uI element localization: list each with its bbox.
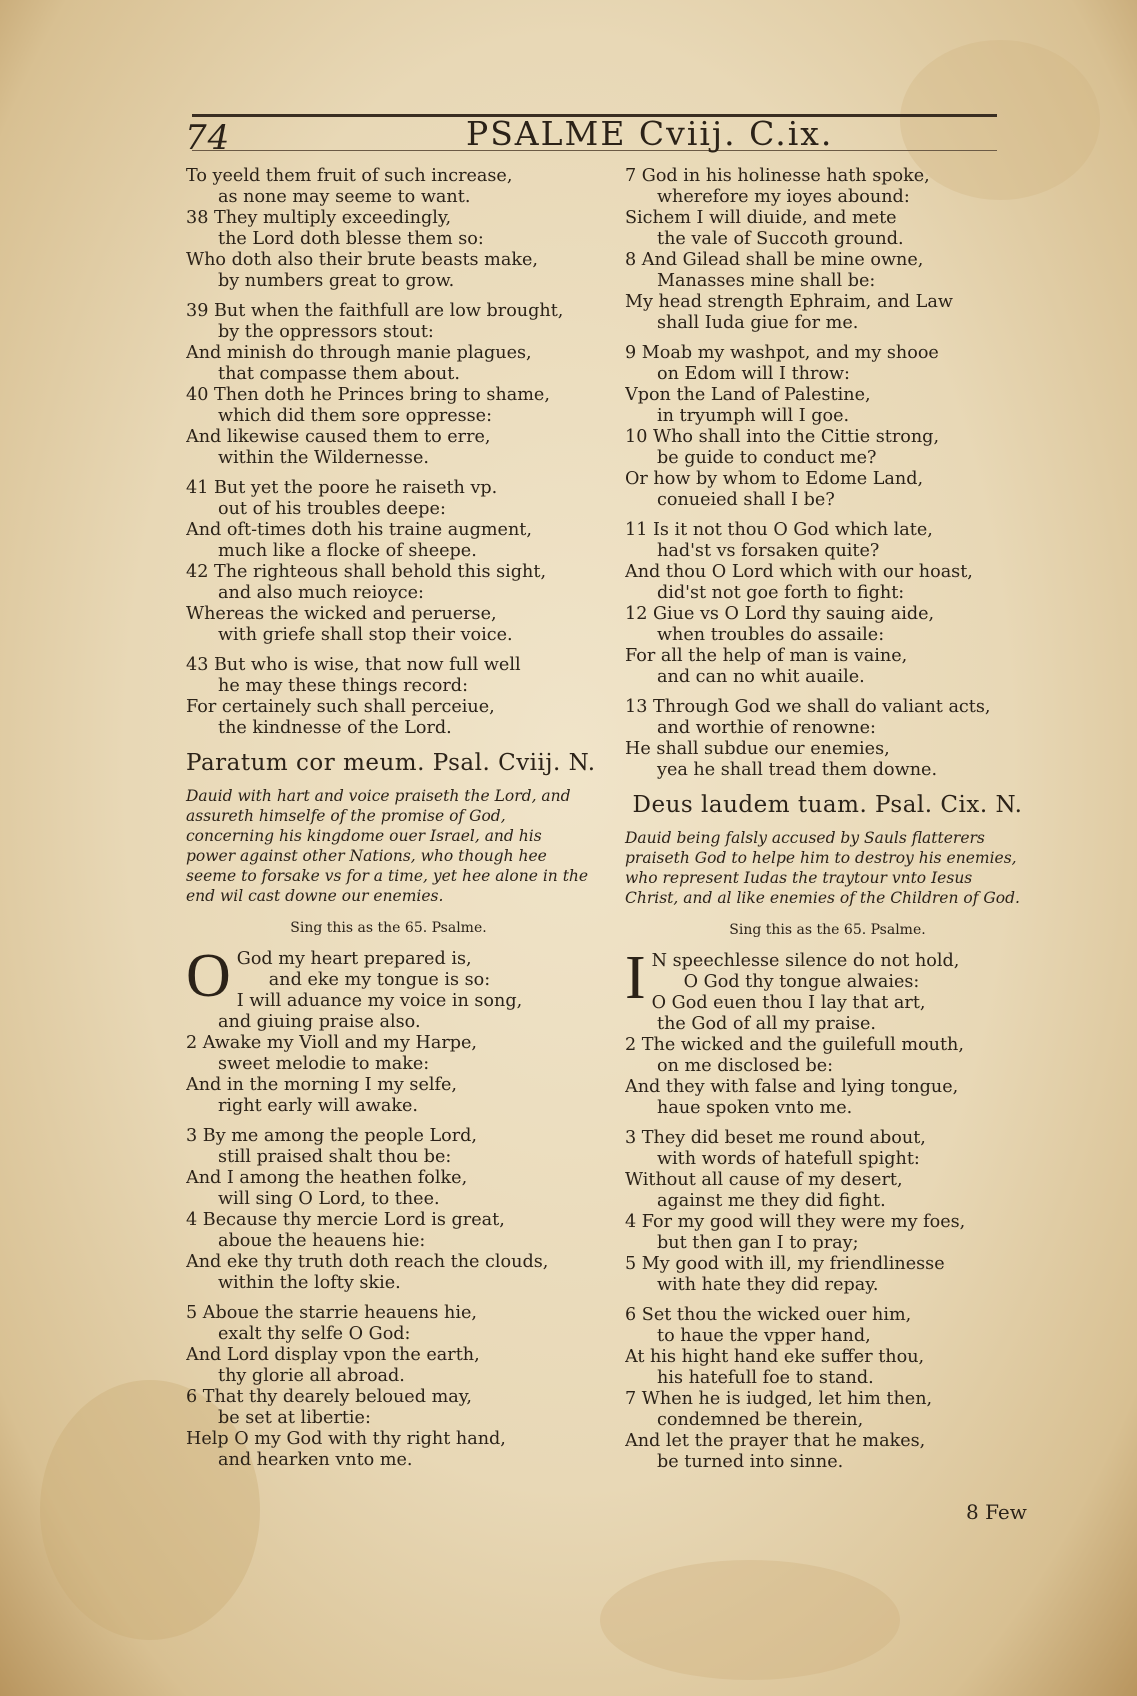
verse-line: 43 But who is wise, that now full well bbox=[186, 655, 521, 675]
verse-line: 7 God in his holinesse hath spoke, bbox=[625, 166, 930, 186]
drop-cap: I bbox=[625, 944, 646, 1012]
verse-line: 40 Then doth he Princes bring to shame, bbox=[186, 385, 550, 405]
verse-block bbox=[625, 1128, 1030, 1296]
verse-block bbox=[186, 478, 591, 646]
verse-line: be turned into sinne. bbox=[657, 1452, 844, 1472]
verse-line: Vpon the Land of Palestine, bbox=[625, 385, 871, 405]
left-column bbox=[186, 166, 596, 1471]
verse-block bbox=[625, 343, 1030, 511]
verse-line: 2 Awake my Violl and my Harpe, bbox=[186, 1033, 477, 1053]
catchword: 8 Few bbox=[966, 1500, 1027, 1524]
right-column bbox=[625, 166, 1030, 1473]
verse-line: haue spoken vnto me. bbox=[657, 1098, 853, 1118]
verse-line: 6 That thy dearely beloued may, bbox=[186, 1387, 472, 1407]
verse-line: For certainely such shall perceiue, bbox=[186, 697, 495, 717]
verse-line: 4 For my good will they were my foes, bbox=[625, 1212, 966, 1232]
verse-line: with words of hatefull spight: bbox=[657, 1149, 920, 1169]
verse-line: 5 Aboue the starrie heauens hie, bbox=[186, 1303, 478, 1323]
verse-line: and eke my tongue is so: bbox=[268, 970, 491, 990]
verse-line: And thou O Lord which with our hoast, bbox=[625, 562, 973, 582]
verse-block bbox=[186, 942, 591, 1117]
verse-line: had'st vs forsaken quite? bbox=[657, 541, 880, 561]
verse-line: right early will awake. bbox=[218, 1096, 419, 1116]
verse-line: the kindnesse of the Lord. bbox=[218, 718, 452, 738]
verse-line: within the lofty skie. bbox=[218, 1273, 401, 1293]
verse-line: Whereas the wicked and peruerse, bbox=[186, 604, 497, 624]
verse-line: N speechlesse silence do not hold, bbox=[651, 951, 960, 971]
verse-line: Sichem I will diuide, and mete bbox=[625, 208, 897, 228]
verse-line: He shall subdue our enemies, bbox=[625, 739, 890, 759]
verse-line: on me disclosed be: bbox=[657, 1056, 834, 1076]
verse-line: 7 When he is iudged, let him then, bbox=[625, 1389, 933, 1409]
verse-line: 13 Through God we shall do valiant acts, bbox=[625, 697, 991, 717]
verse-line: conueied shall I be? bbox=[657, 490, 835, 510]
page-number: 74 bbox=[185, 118, 231, 158]
verse-line: he may these things record: bbox=[218, 676, 468, 696]
verse-line: did'st not goe forth to fight: bbox=[657, 583, 905, 603]
verse-line: with griefe shall stop their voice. bbox=[218, 625, 513, 645]
psalm-argument: Dauid with hart and voice praiseth the Lord, and assureth himselfe of the promise of God, concerning his kingdome ouer Israel, and his power against other Nations, who though hee seeme to forsake vs for a time, yet hee alone in the end wil cast downe our enemies. bbox=[186, 787, 589, 905]
verse-line: God my heart prepared is, bbox=[236, 949, 472, 969]
verse-line: the God of all my praise. bbox=[657, 1014, 876, 1034]
verse-block bbox=[625, 166, 1030, 334]
verse-line: And minish do through manie plagues, bbox=[186, 343, 532, 363]
verse-block bbox=[625, 697, 1030, 781]
paper-stain bbox=[600, 1560, 900, 1680]
verse-line: with hate they did repay. bbox=[657, 1275, 879, 1295]
verse-line: And they with false and lying tongue, bbox=[625, 1077, 959, 1097]
verse-line: the Lord doth blesse them so: bbox=[218, 229, 484, 249]
verse-line: 3 By me among the people Lord, bbox=[186, 1126, 477, 1146]
verse-line: and giuing praise also. bbox=[218, 1012, 421, 1032]
verse-line: And eke thy truth doth reach the clouds, bbox=[186, 1252, 549, 1272]
verse-line: And in the morning I my selfe, bbox=[186, 1075, 458, 1095]
verse-line: and can no whit auaile. bbox=[657, 667, 865, 687]
verse-line: My head strength Ephraim, and Law bbox=[625, 292, 953, 312]
verse-line: O God euen thou I lay that art, bbox=[651, 993, 926, 1013]
psalm-title: Deus laudem tuam. Psal. Cix. N. bbox=[632, 792, 1023, 818]
verse-line: 41 But yet the poore he raiseth vp. bbox=[186, 478, 498, 498]
verse-line: Without all cause of my desert, bbox=[625, 1170, 903, 1190]
verse-line: but then gan I to pray; bbox=[657, 1233, 859, 1253]
verse-block bbox=[186, 166, 591, 292]
verse-line: 11 Is it not thou O God which late, bbox=[625, 520, 933, 540]
verse-line: 2 The wicked and the guilefull mouth, bbox=[625, 1035, 964, 1055]
verse-line: against me they did fight. bbox=[657, 1191, 886, 1211]
verse-line: still praised shalt thou be: bbox=[218, 1147, 452, 1167]
verse-line: 9 Moab my washpot, and my shooe bbox=[625, 343, 939, 363]
psalm-argument: Dauid being falsly accused by Sauls flatterers praiseth God to helpe him to destroy his enemies, who represent Iudas the traytour vnto Iesus Christ, and al like enemies of the Children of God. bbox=[625, 829, 1020, 907]
running-title: PSALME Cviij. C.ix. bbox=[466, 114, 834, 153]
verse-line: by the oppressors stout: bbox=[218, 322, 434, 342]
verse-line: 42 The righteous shall behold this sight, bbox=[186, 562, 547, 582]
verse-line: be guide to conduct me? bbox=[657, 448, 877, 468]
verse-line: 10 Who shall into the Cittie strong, bbox=[625, 427, 940, 447]
verse-line: be set at libertie: bbox=[218, 1408, 371, 1428]
psalm-title: Paratum cor meum. Psal. Cviij. N. bbox=[186, 750, 596, 776]
verse-line: To yeeld them fruit of such increase, bbox=[186, 166, 513, 186]
verse-line: will sing O Lord, to thee. bbox=[218, 1189, 440, 1209]
verse-line: 6 Set thou the wicked ouer him, bbox=[625, 1305, 912, 1325]
verse-line: which did them sore oppresse: bbox=[218, 406, 493, 426]
verse-line: And Lord display vpon the earth, bbox=[186, 1345, 480, 1365]
verse-line: 4 Because thy mercie Lord is great, bbox=[186, 1210, 505, 1230]
verse-line: 3 They did beset me round about, bbox=[625, 1128, 926, 1148]
verse-block bbox=[186, 1303, 591, 1471]
verse-line: yea he shall tread them downe. bbox=[657, 760, 938, 780]
verse-line: to haue the vpper hand, bbox=[657, 1326, 871, 1346]
verse-line: out of his troubles deepe: bbox=[218, 499, 446, 519]
verse-line: the vale of Succoth ground. bbox=[657, 229, 904, 249]
verse-block bbox=[186, 655, 591, 739]
verse-line: I will aduance my voice in song, bbox=[236, 991, 523, 1011]
verse-line: sweet melodie to make: bbox=[218, 1054, 430, 1074]
verse-line: his hatefull foe to stand. bbox=[657, 1368, 874, 1388]
verse-line: 8 And Gilead shall be mine owne, bbox=[625, 250, 924, 270]
verse-line: much like a flocke of sheepe. bbox=[218, 541, 477, 561]
verse-block bbox=[625, 520, 1030, 688]
verse-block bbox=[186, 1126, 591, 1294]
verse-block bbox=[625, 1305, 1030, 1473]
verse-line: on Edom will I throw: bbox=[657, 364, 850, 384]
verse-line: 12 Giue vs O Lord thy sauing aide, bbox=[625, 604, 935, 624]
verse-line: Or how by whom to Edome Land, bbox=[625, 469, 924, 489]
verse-line: condemned be therein, bbox=[657, 1410, 864, 1430]
verse-line: For all the help of man is vaine, bbox=[625, 646, 908, 666]
verse-line: and worthie of renowne: bbox=[657, 718, 876, 738]
drop-cap: O bbox=[186, 942, 231, 1010]
verse-line: in tryumph will I goe. bbox=[657, 406, 850, 426]
verse-line: 39 But when the faithfull are low brought, bbox=[186, 301, 564, 321]
verse-line: wherefore my ioyes abound: bbox=[657, 187, 910, 207]
verse-line: And let the prayer that he makes, bbox=[625, 1431, 926, 1451]
verse-line: And I among the heathen folke, bbox=[186, 1168, 468, 1188]
verse-line: 5 My good with ill, my friendlinesse bbox=[625, 1254, 945, 1274]
verse-line: by numbers great to grow. bbox=[218, 271, 455, 291]
verse-line: Who doth also their brute beasts make, bbox=[186, 250, 539, 270]
verse-line: Manasses mine shall be: bbox=[657, 271, 876, 291]
verse-line: and also much reioyce: bbox=[218, 583, 424, 603]
verse-line: 38 They multiply exceedingly, bbox=[186, 208, 452, 228]
verse-line: within the Wildernesse. bbox=[218, 448, 429, 468]
verse-line: And likewise caused them to erre, bbox=[186, 427, 491, 447]
verse-line: thy glorie all abroad. bbox=[218, 1366, 405, 1386]
tune-note: Sing this as the 65. Psalme. bbox=[729, 922, 926, 938]
verse-line: And oft-times doth his traine augment, bbox=[186, 520, 532, 540]
verse-block bbox=[186, 301, 591, 469]
verse-line: O God thy tongue alwaies: bbox=[683, 972, 920, 992]
verse-line: when troubles do assaile: bbox=[657, 625, 885, 645]
verse-line: aboue the heauens hie: bbox=[218, 1231, 426, 1251]
verse-line: exalt thy selfe O God: bbox=[218, 1324, 411, 1344]
verse-block bbox=[625, 944, 1030, 1119]
verse-line: Help O my God with thy right hand, bbox=[186, 1429, 506, 1449]
verse-line: At his hight hand eke suffer thou, bbox=[625, 1347, 925, 1367]
tune-note: Sing this as the 65. Psalme. bbox=[290, 920, 487, 936]
verse-line: as none may seeme to want. bbox=[218, 187, 471, 207]
verse-line: that compasse them about. bbox=[218, 364, 460, 384]
verse-line: and hearken vnto me. bbox=[218, 1450, 413, 1470]
verse-line: shall Iuda giue for me. bbox=[657, 313, 859, 333]
